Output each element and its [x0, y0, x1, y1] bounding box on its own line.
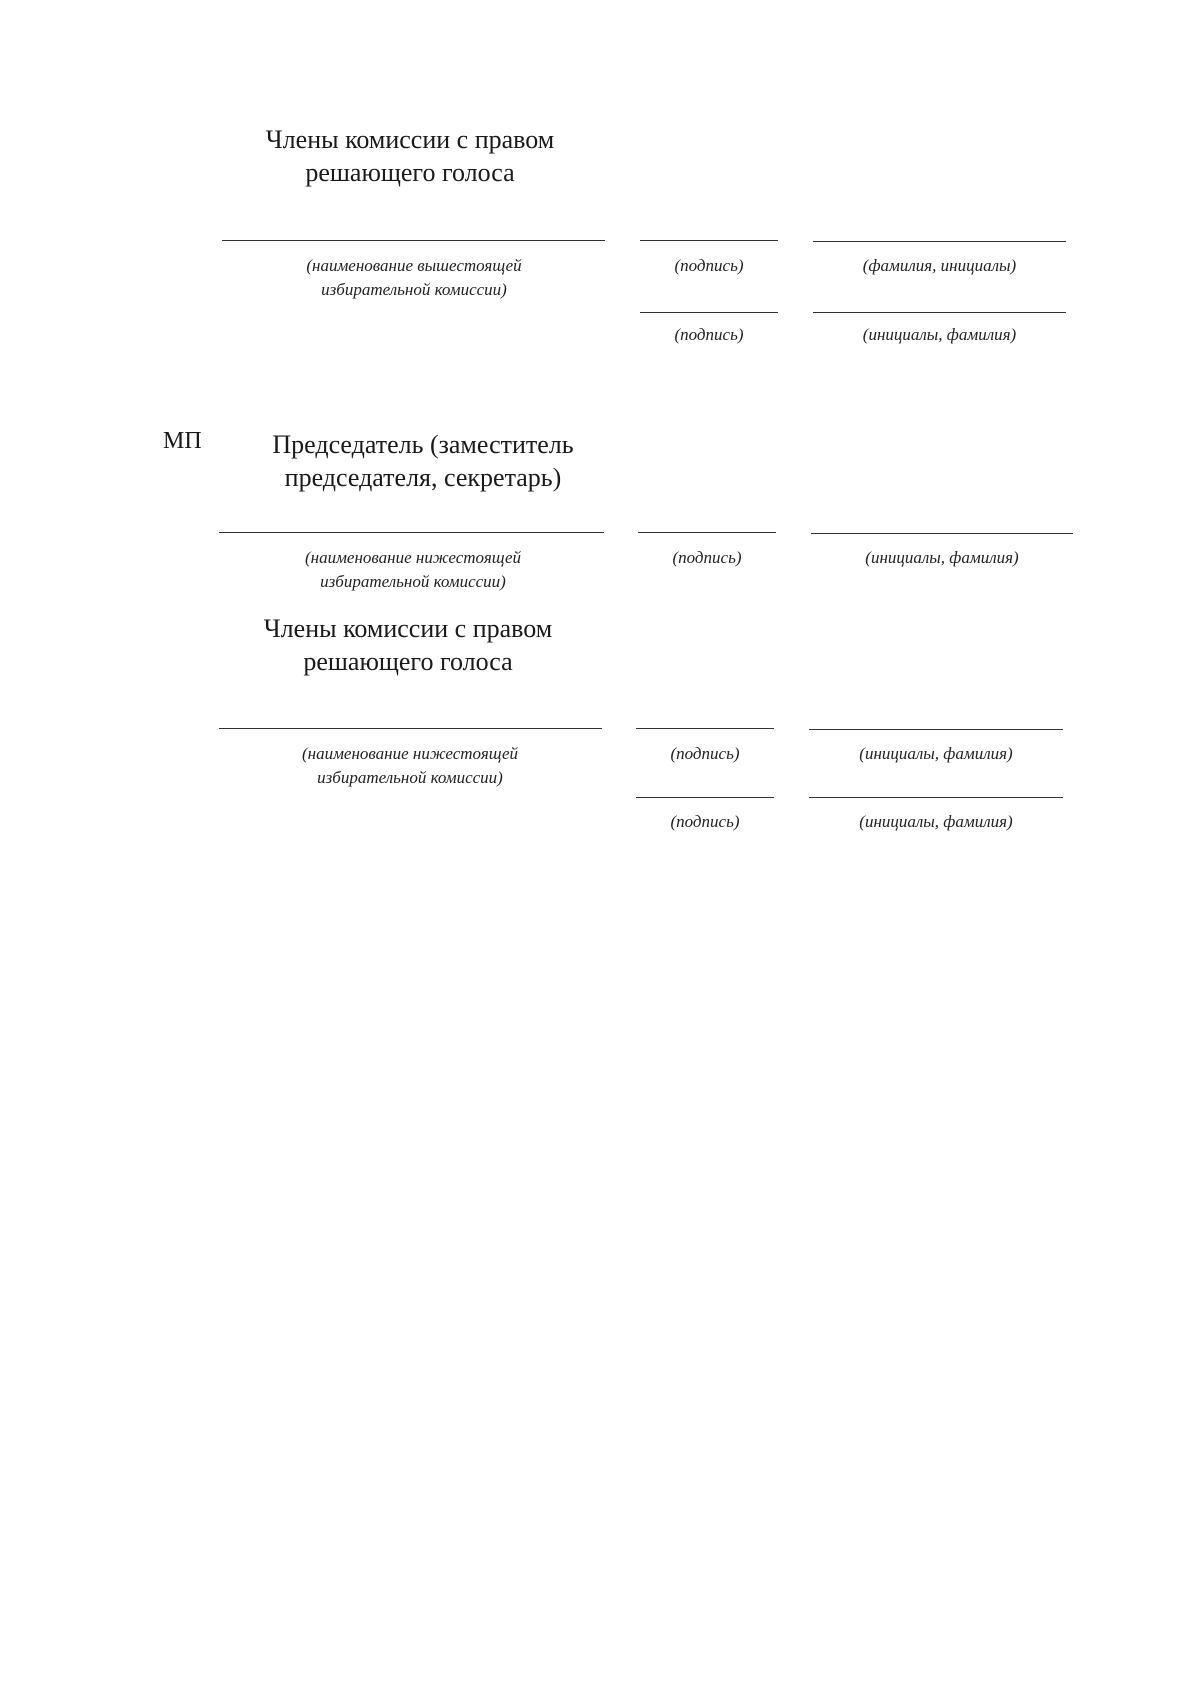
signature-caption: (подпись) — [670, 744, 740, 763]
signature-caption: (подпись) — [670, 812, 740, 831]
heading-line: Члены комиссии с правом — [263, 614, 553, 643]
commission-name-caption: (наименование нижестоящей избирательной комиссии) — [304, 548, 522, 591]
heading-line: Председатель (заместитель — [272, 430, 574, 459]
name-line — [809, 797, 1063, 798]
signature-caption: (подпись) — [674, 256, 744, 275]
name-caption: (инициалы, фамилия) — [859, 812, 1013, 831]
commission-name-caption: (наименование нижестоящей избирательной комиссии) — [301, 744, 519, 787]
heading-line: решающего голоса — [305, 158, 515, 187]
commission-name-line — [219, 728, 602, 729]
name-line — [813, 312, 1066, 313]
signature-line — [636, 797, 774, 798]
name-caption: (фамилия, инициалы) — [862, 256, 1017, 275]
signature-caption: (подпись) — [674, 325, 744, 344]
heading-line: решающего голоса — [303, 647, 513, 676]
commission-name-line — [219, 532, 604, 533]
name-caption: (инициалы, фамилия) — [859, 744, 1013, 763]
signature-line — [640, 312, 778, 313]
commission-name-line — [222, 240, 605, 241]
chairman-heading — [228, 428, 618, 494]
name-line — [809, 729, 1063, 730]
stamp-place-label: МП — [163, 428, 202, 454]
members-heading-upper — [230, 123, 590, 189]
name-caption: (инициалы, фамилия) — [865, 548, 1019, 567]
signature-caption: (подпись) — [672, 548, 742, 567]
heading-line: Члены комиссии с правом — [265, 125, 555, 154]
name-line — [811, 533, 1073, 534]
heading-line: председателя, секретарь) — [284, 463, 562, 492]
signature-line — [636, 728, 774, 729]
commission-name-caption: (наименование вышестоящей избирательной комиссии) — [306, 256, 522, 299]
signature-line — [640, 240, 778, 241]
signature-line — [638, 532, 776, 533]
name-caption: (инициалы, фамилия) — [862, 325, 1017, 344]
name-line — [813, 241, 1066, 242]
members-heading-lower — [228, 612, 588, 678]
